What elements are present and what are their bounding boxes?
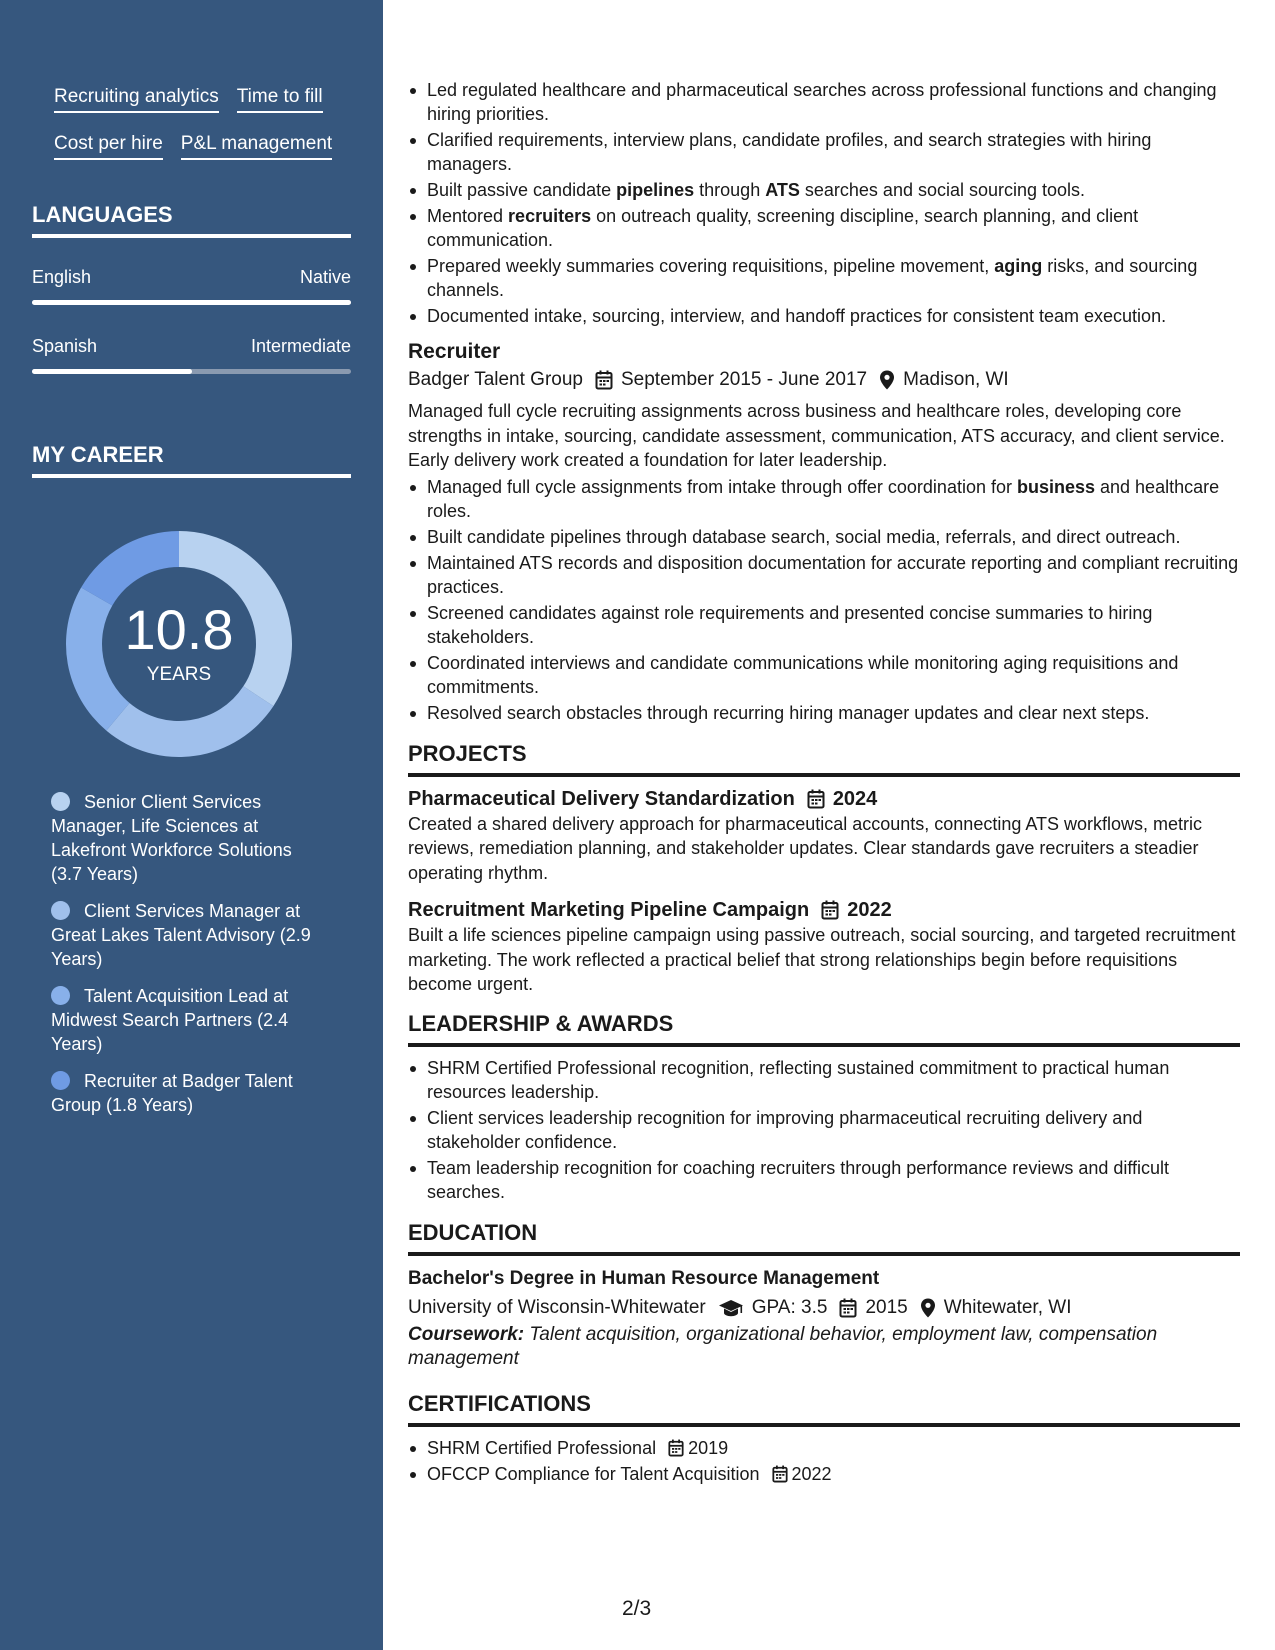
career-item-text: Client Services Manager at Great Lakes Talent Advisory (2.9 Years) — [51, 901, 311, 969]
map-pin-icon — [920, 1298, 936, 1318]
job-description: Managed full cycle recruiting assignments across business and healthcare roles, developing core strengths in intake, sourcing, candidate assessment, communication, ATS accuracy, and client service. Early delivery work created a foundation for later leadership. — [408, 401, 1225, 470]
job-company: Badger Talent Group — [408, 369, 583, 390]
career-dot-icon — [51, 792, 70, 811]
career-heading: MY CAREER — [32, 442, 351, 478]
calendar-icon — [839, 1298, 857, 1318]
project-title — [408, 786, 1240, 812]
education-degree: Bachelor's Degree in Human Resource Management — [408, 1267, 880, 1289]
bullet-item: Built passive candidate pipelines through ATS searches and social sourcing tools. — [408, 178, 1240, 202]
career-item — [51, 790, 321, 886]
education-location: Whitewater, WI — [943, 1296, 1072, 1318]
skill-tag: Time to fill — [237, 86, 323, 113]
bullet-item: Maintained ATS records and disposition documentation for accurate reporting and compliant recruiting practices. — [408, 551, 1240, 599]
education-school: University of Wisconsin-Whitewater — [408, 1296, 706, 1318]
career-dot-icon — [51, 986, 70, 1005]
career-dot-icon — [51, 1071, 70, 1090]
project-year: 2024 — [832, 787, 878, 810]
job-location: Madison, WI — [903, 369, 1009, 390]
calendar-icon — [807, 789, 825, 809]
language-proficiency-bar — [32, 300, 351, 305]
certifications-list — [408, 1436, 1240, 1486]
bullet-item: Screened candidates against role requirements and presented concise summaries to hiring stakeholders. — [408, 601, 1240, 649]
language-spanish — [32, 336, 351, 374]
graduation-cap-icon — [718, 1298, 744, 1318]
bullet-item: Prepared weekly summaries covering requisitions, pipeline movement, aging risks, and sourcing channels. — [408, 254, 1240, 302]
bullet-item: Led regulated healthcare and pharmaceutical searches across professional functions and changing hiring priorities. — [408, 78, 1240, 126]
skill-tag: P&L management — [181, 133, 332, 160]
calendar-icon — [595, 370, 613, 390]
certification-year: 2019 — [688, 1437, 729, 1458]
language-proficiency-fill — [32, 300, 351, 305]
career-item-text: Senior Client Services Manager, Life Sciences at Lakefront Workforce Solutions (3.7 Years) — [51, 792, 292, 884]
language-level: Intermediate — [250, 336, 351, 356]
calendar-icon — [821, 900, 839, 920]
language-proficiency-bar — [32, 369, 351, 374]
project-year: 2022 — [847, 899, 892, 921]
skills-row — [54, 133, 344, 160]
job-meta — [408, 366, 1240, 394]
job-title: Recruiter — [408, 340, 501, 363]
education-year: 2015 — [865, 1296, 908, 1318]
bullet-item: SHRM Certified Professional recognition, reflecting sustained commitment to practical human resources leadership. — [408, 1056, 1240, 1104]
languages-heading: LANGUAGES — [32, 202, 351, 238]
project-name: Recruitment Marketing Pipeline Campaign — [408, 899, 810, 921]
bullet-item: Documented intake, sourcing, interview, and handoff practices for consistent team execution. — [408, 304, 1240, 328]
projects-heading: PROJECTS — [408, 741, 1240, 777]
bullet-item: Resolved search obstacles through recurring hiring manager updates and clear next steps. — [408, 701, 1240, 725]
certification-year: 2022 — [791, 1463, 832, 1484]
sidebar — [0, 0, 383, 1650]
map-pin-icon — [879, 370, 895, 390]
skill-tag: Cost per hire — [54, 133, 163, 160]
project-description: Created a shared delivery approach for pharmaceutical accounts, connecting ATS workflows, metric reviews, remediation planning, and stakeholder updates. Clear standards gave recruiters a steadier operating rhythm. — [408, 813, 1203, 883]
coursework-text: Talent acquisition, organizational behavior, employment law, compensation management — [408, 1323, 1158, 1369]
bullet-item: Clarified requirements, interview plans, candidate profiles, and search strategies with hiring managers. — [408, 128, 1240, 176]
career-total-number: 10.8 — [124, 598, 234, 661]
certification-name: SHRM Certified Professional — [427, 1437, 657, 1458]
career-total-unit: YEARS — [146, 664, 212, 685]
language-english — [32, 267, 351, 305]
project-description: Built a life sciences pipeline campaign using passive outreach, social sourcing, and targeted recruitment marketing. The work reflected a practical belief that strong relationships begin before requisitions become urgent. — [408, 925, 1236, 994]
project-title — [408, 897, 1240, 923]
education-gpa: GPA: 3.5 — [751, 1296, 828, 1318]
main-content — [408, 78, 1240, 1488]
project-name: Pharmaceutical Delivery Standardization — [408, 787, 795, 810]
career-dot-icon — [51, 901, 70, 920]
career-item — [51, 899, 321, 971]
language-level: Native — [299, 267, 351, 287]
job-bullets — [408, 475, 1240, 725]
bullet-item: Built candidate pipelines through database search, social media, referrals, and direct outreach. — [408, 525, 1240, 549]
career-item — [51, 1069, 321, 1117]
career-item-text: Recruiter at Badger Talent Group (1.8 Years) — [51, 1071, 293, 1115]
career-item-text: Talent Acquisition Lead at Midwest Search Partners (2.4 Years) — [51, 986, 289, 1054]
career-item — [51, 984, 321, 1056]
bullet-item: Managed full cycle assignments from intake through offer coordination for business and healthcare roles. — [408, 475, 1240, 523]
bullet-item: Client services leadership recognition for improving pharmaceutical recruiting delivery and stakeholder confidence. — [408, 1106, 1240, 1154]
skills-tags — [54, 86, 344, 180]
bullet-item: Coordinated interviews and candidate communications while monitoring aging requisitions and commitments. — [408, 651, 1240, 699]
bullet-item: Mentored recruiters on outreach quality, screening discipline, search planning, and client communication. — [408, 204, 1240, 252]
education-meta — [408, 1293, 1240, 1323]
calendar-icon — [668, 1439, 684, 1457]
calendar-icon — [772, 1465, 788, 1483]
certifications-heading: CERTIFICATIONS — [408, 1391, 1240, 1427]
education-heading: EDUCATION — [408, 1220, 1240, 1256]
bullet-item: Team leadership recognition for coaching recruiters through performance reviews and difficult searches. — [408, 1156, 1240, 1204]
certification-name: OFCCP Compliance for Talent Acquisition — [427, 1463, 760, 1484]
skills-row — [54, 86, 344, 113]
education-coursework — [408, 1323, 1240, 1371]
coursework-label: Coursework: — [408, 1323, 525, 1345]
language-name: English — [32, 267, 92, 287]
job-dates: September 2015 - June 2017 — [621, 369, 868, 390]
page-number: 2/3 — [622, 1597, 652, 1620]
certification-item — [408, 1436, 1240, 1460]
leadership-heading: LEADERSHIP & AWARDS — [408, 1011, 1240, 1047]
skill-tag: Recruiting analytics — [54, 86, 219, 113]
career-list — [51, 790, 321, 1130]
previous-job-bullets — [408, 78, 1240, 328]
language-proficiency-fill — [32, 369, 192, 374]
language-name: Spanish — [32, 336, 98, 356]
leadership-bullets — [408, 1056, 1240, 1204]
certification-item — [408, 1462, 1240, 1486]
career-donut-chart — [66, 531, 292, 757]
